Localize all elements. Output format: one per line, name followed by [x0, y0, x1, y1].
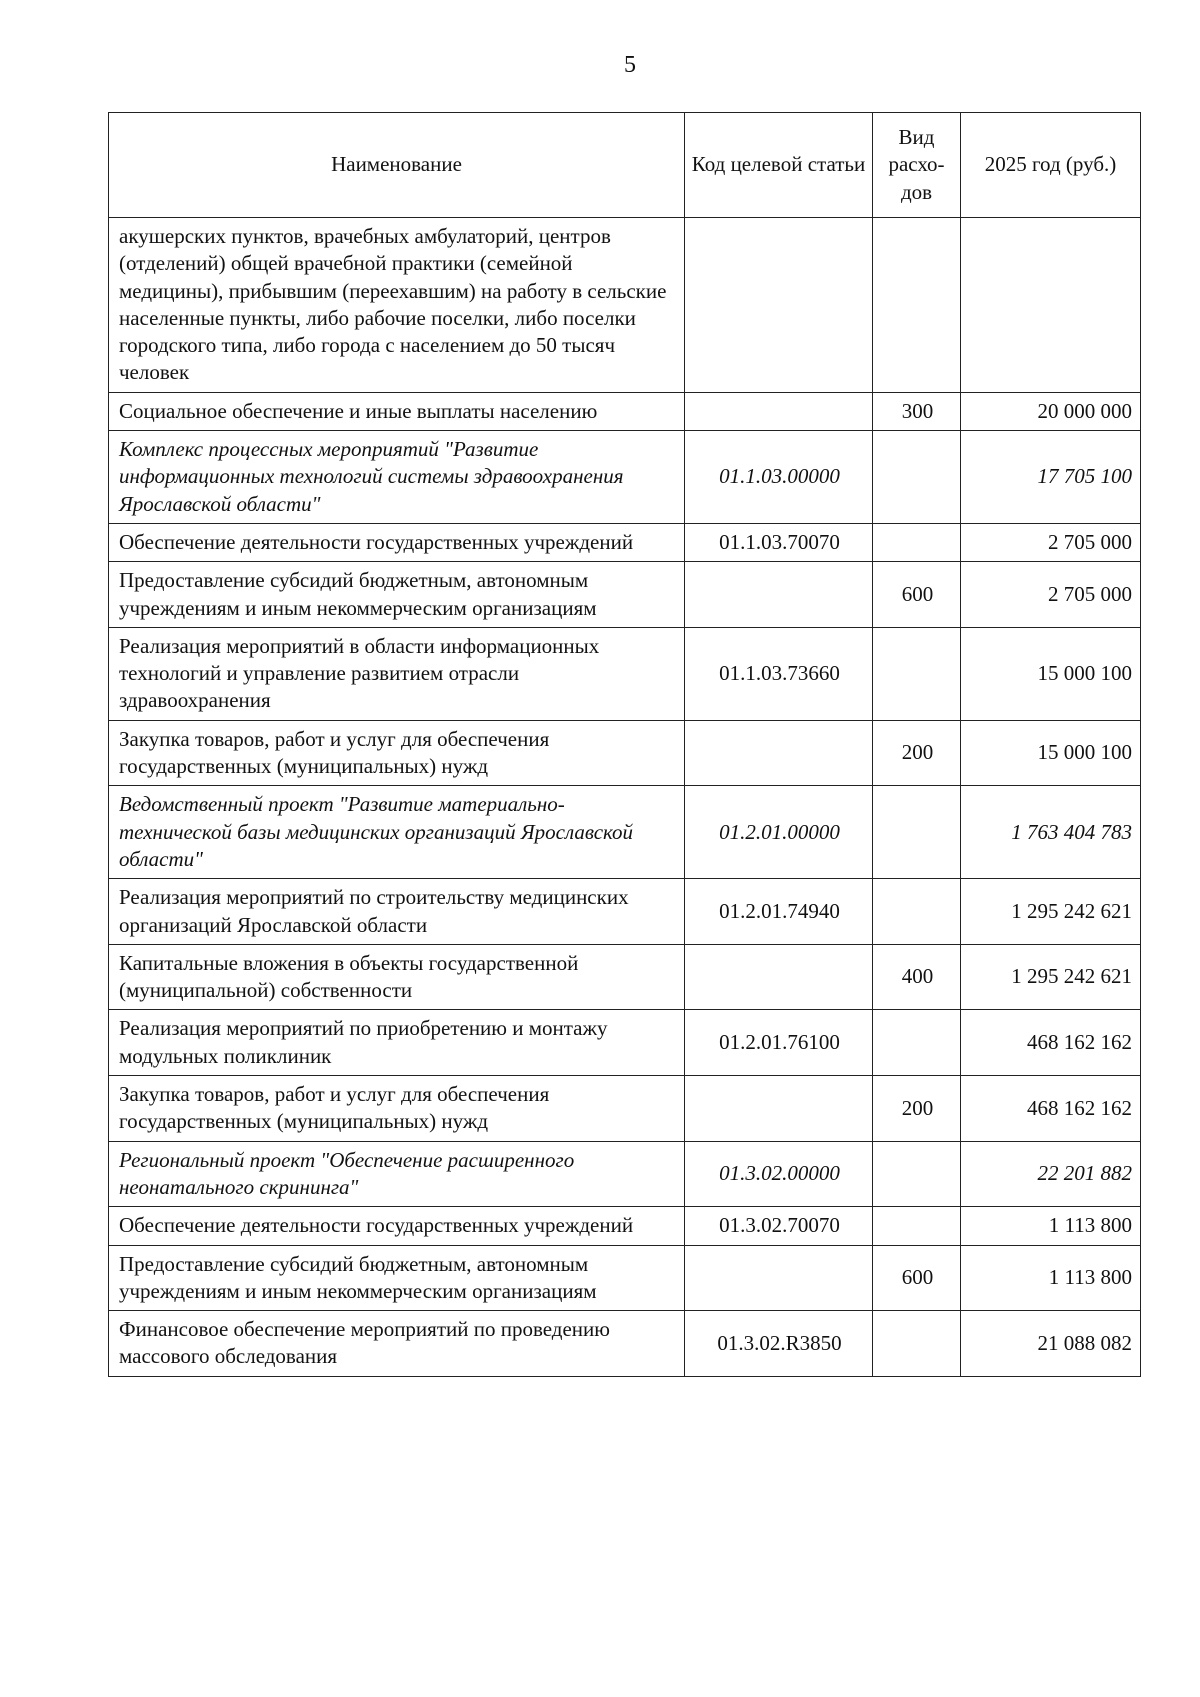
row-code-cell	[685, 1076, 873, 1142]
header-amount: 2025 год (руб.)	[961, 113, 1141, 218]
table-body	[109, 218, 1141, 1377]
row-code-cell	[685, 392, 873, 430]
row-amount-cell: 17 705 100	[961, 431, 1141, 524]
row-name-cell: Закупка товаров, работ и услуг для обеспечения государственных (муниципальных) нужд	[109, 1076, 685, 1142]
table-row	[109, 786, 1141, 879]
row-name-cell: Реализация мероприятий по приобретению и монтажу модульных поликлиник	[109, 1010, 685, 1076]
row-name-cell: Закупка товаров, работ и услуг для обеспечения государственных (муниципальных) нужд	[109, 720, 685, 786]
table-row	[109, 1245, 1141, 1311]
row-amount-cell: 15 000 100	[961, 627, 1141, 720]
table-row	[109, 1207, 1141, 1245]
row-kind-cell: 600	[873, 1245, 961, 1311]
row-kind-cell	[873, 786, 961, 879]
header-name: Наименование	[109, 113, 685, 218]
row-amount-cell: 21 088 082	[961, 1311, 1141, 1377]
header-code: Код целевой статьи	[685, 113, 873, 218]
row-code-cell	[685, 944, 873, 1010]
row-kind-cell	[873, 879, 961, 945]
row-amount-cell: 2 705 000	[961, 562, 1141, 628]
row-name-cell: Социальное обеспечение и иные выплаты населению	[109, 392, 685, 430]
table-row	[109, 720, 1141, 786]
page-number: 5	[624, 52, 636, 78]
row-amount-cell: 1 295 242 621	[961, 944, 1141, 1010]
table-row	[109, 1010, 1141, 1076]
row-kind-cell: 300	[873, 392, 961, 430]
table-header-row	[109, 113, 1141, 218]
row-code-cell: 01.2.01.76100	[685, 1010, 873, 1076]
row-kind-cell	[873, 1010, 961, 1076]
row-name-cell: Предоставление субсидий бюджетным, автономным учреждениям и иным некоммерческим организациям	[109, 1245, 685, 1311]
row-amount-cell: 1 113 800	[961, 1245, 1141, 1311]
table-row	[109, 562, 1141, 628]
row-code-cell	[685, 562, 873, 628]
row-kind-cell: 400	[873, 944, 961, 1010]
row-kind-cell	[873, 1207, 961, 1245]
table-row	[109, 1076, 1141, 1142]
row-code-cell: 01.1.03.73660	[685, 627, 873, 720]
row-kind-cell	[873, 431, 961, 524]
table-row	[109, 1311, 1141, 1377]
row-name-cell: Региональный проект "Обеспечение расширенного неонатального скрининга"	[109, 1141, 685, 1207]
row-code-cell	[685, 218, 873, 393]
row-amount-cell: 468 162 162	[961, 1010, 1141, 1076]
row-kind-cell	[873, 627, 961, 720]
row-kind-cell: 200	[873, 720, 961, 786]
row-code-cell: 01.3.02.00000	[685, 1141, 873, 1207]
row-code-cell	[685, 720, 873, 786]
row-code-cell: 01.2.01.74940	[685, 879, 873, 945]
table-row	[109, 879, 1141, 945]
row-amount-cell: 15 000 100	[961, 720, 1141, 786]
row-name-cell: Ведомственный проект "Развитие материально-технической базы медицинских организаций Ярославской области"	[109, 786, 685, 879]
row-name-cell: Комплекс процессных мероприятий "Развитие информационных технологий системы здравоохранения Ярославской области"	[109, 431, 685, 524]
row-name-cell: Обеспечение деятельности государственных учреждений	[109, 1207, 685, 1245]
row-amount-cell: 2 705 000	[961, 523, 1141, 561]
row-code-cell	[685, 1245, 873, 1311]
table-row	[109, 431, 1141, 524]
row-name-cell: акушерских пунктов, врачебных амбулаторий, центров (отделений) общей врачебной практики (семейной медицины), прибывшим (переехавшим) на работу в сельские населенные пункты, либо рабочие поселки, либо поселки городского типа, либо города с населением до 50 тысяч человек	[109, 218, 685, 393]
row-name-cell: Обеспечение деятельности государственных учреждений	[109, 523, 685, 561]
row-kind-cell: 600	[873, 562, 961, 628]
table-row	[109, 627, 1141, 720]
row-code-cell: 01.3.02.R3850	[685, 1311, 873, 1377]
row-kind-cell	[873, 523, 961, 561]
row-amount-cell	[961, 218, 1141, 393]
table-row	[109, 523, 1141, 561]
row-code-cell: 01.2.01.00000	[685, 786, 873, 879]
row-name-cell: Финансовое обеспечение мероприятий по проведению массового обследования	[109, 1311, 685, 1377]
row-amount-cell: 22 201 882	[961, 1141, 1141, 1207]
budget-table	[108, 112, 1141, 1377]
row-amount-cell: 1 295 242 621	[961, 879, 1141, 945]
table-row	[109, 218, 1141, 393]
table-row	[109, 944, 1141, 1010]
header-kind: Вид расхо-дов	[873, 113, 961, 218]
row-amount-cell: 20 000 000	[961, 392, 1141, 430]
row-kind-cell	[873, 218, 961, 393]
row-name-cell: Капитальные вложения в объекты государственной (муниципальной) собственности	[109, 944, 685, 1010]
row-name-cell: Реализация мероприятий по строительству медицинских организаций Ярославской области	[109, 879, 685, 945]
table-row	[109, 1141, 1141, 1207]
table-row	[109, 392, 1141, 430]
row-name-cell: Реализация мероприятий в области информационных технологий и управление развитием отрасли здравоохранения	[109, 627, 685, 720]
row-amount-cell: 1 763 404 783	[961, 786, 1141, 879]
row-kind-cell	[873, 1141, 961, 1207]
row-amount-cell: 1 113 800	[961, 1207, 1141, 1245]
row-kind-cell: 200	[873, 1076, 961, 1142]
row-code-cell: 01.1.03.00000	[685, 431, 873, 524]
row-kind-cell	[873, 1311, 961, 1377]
row-name-cell: Предоставление субсидий бюджетным, автономным учреждениям и иным некоммерческим организациям	[109, 562, 685, 628]
row-code-cell: 01.3.02.70070	[685, 1207, 873, 1245]
row-amount-cell: 468 162 162	[961, 1076, 1141, 1142]
row-code-cell: 01.1.03.70070	[685, 523, 873, 561]
